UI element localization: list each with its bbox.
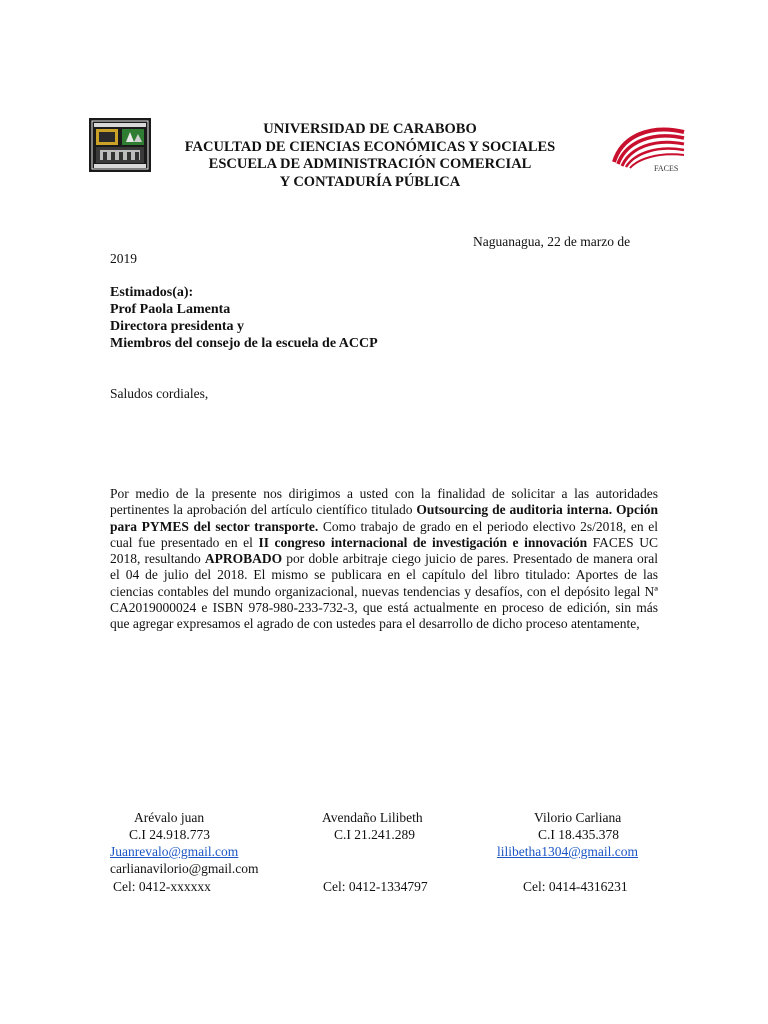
body-text-1: Por medio de la presente nos dirigimos a usted con la finalidad de solicitar a las autoridades pertinentes la aprobación del artículo científico titulado: [110, 486, 658, 518]
signatory-2-name: Avendaño Lilibeth: [322, 810, 423, 825]
signatory-3-phone: Cel: 0414-4316231: [523, 879, 628, 894]
approved-status: APROBADO: [204, 551, 283, 567]
article-title: Outsourcing de auditoria interna. Opción para PYMES del sector transporte.: [110, 502, 659, 534]
addressee-role: Directora presidenta y: [110, 319, 245, 334]
faces-logo: [610, 122, 690, 178]
signatory-1-phone: Cel: 0412-xxxxxx: [113, 879, 211, 894]
addressee-block: [110, 284, 378, 352]
salutation: Saludos cordiales,: [110, 386, 209, 401]
signatory-3-email-link[interactable]: lilibetha1304@gmail.com: [497, 844, 639, 859]
university-name: UNIVERSIDAD DE CARABOBO: [263, 121, 477, 137]
signatory-2-ci: C.I 21.241.289: [334, 827, 415, 842]
body-text-4: por doble arbitraje ciego juicio de pares. Presentado de manera oral el 04 de julio del 2018. El mismo se publicara en el capítulo del libro titulado: Aportes de las ciencias contables del mundo organizacional, nuevas tendencias y desafíos, con el depósito legal Nª CA2019000024 e ISBN 978-980-233-732-3, que está actualmente en proceso de edición, sin más que agregar expresamos el agrado de con ustedes para el desarrollo de dicho proceso atentamente,: [110, 551, 658, 632]
addressee-council: Miembros del consejo de la escuela de ACCP: [110, 336, 378, 351]
letterhead: [150, 121, 590, 191]
body-paragraph: [110, 486, 658, 633]
greeting: Estimados(a):: [110, 285, 194, 300]
faces-logo-text: FACES: [654, 164, 679, 173]
faculty-name: FACULTAD DE CIENCIAS ECONÓMICAS Y SOCIALES: [184, 138, 556, 155]
school-name-line1: ESCUELA DE ADMINISTRACIÓN COMERCIAL: [208, 156, 532, 172]
signatory-extra-email: carlianavilorio@gmail.com: [110, 861, 259, 876]
date-line2: 2019: [110, 251, 137, 266]
signatory-3-name: Vilorio Carliana: [534, 810, 622, 825]
school-name-line2: Y CONTADURÍA PÚBLICA: [279, 173, 461, 190]
addressee-name: Prof Paola Lamenta: [110, 302, 231, 317]
signatory-1-ci: C.I 24.918.773: [129, 827, 210, 842]
university-seal-logo: [89, 118, 151, 172]
congress-name: II congreso internacional de investigación e innovación: [258, 534, 588, 550]
signatory-1-email-link[interactable]: Juanrevalo@gmail.com: [110, 844, 239, 859]
signatory-2-phone: Cel: 0412-1334797: [323, 879, 428, 894]
signatory-3-ci: C.I 18.435.378: [538, 827, 619, 842]
body-text-3: FACES UC 2018, resultando: [110, 534, 658, 567]
date-line1: Naguanagua, 22 de marzo de: [473, 234, 631, 249]
signatory-1-name: Arévalo juan: [134, 810, 205, 825]
body-text-2: Como trabajo de grado en el periodo electivo 2s/2018, en el cual fue presentado en el: [110, 518, 659, 550]
